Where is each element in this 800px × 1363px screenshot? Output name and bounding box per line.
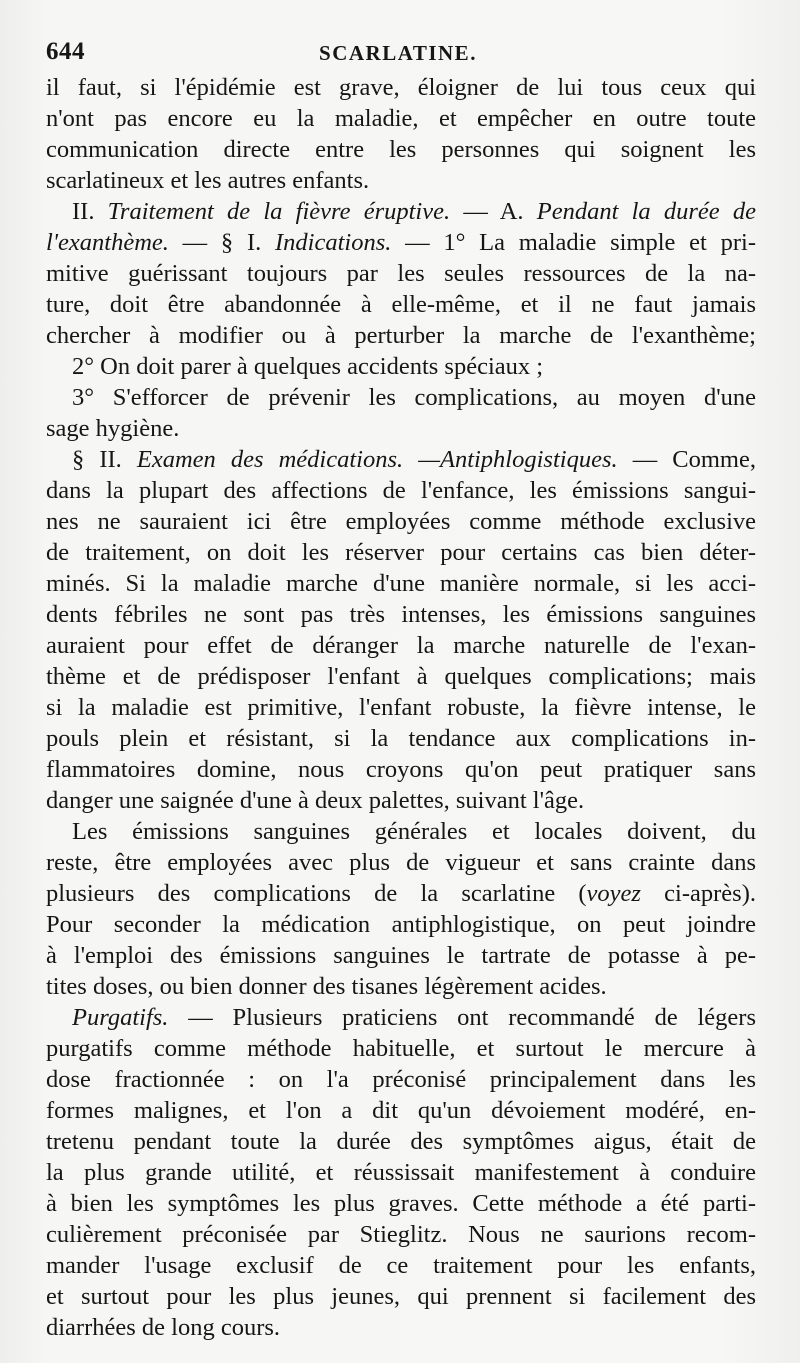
italic-text: l'exanthème. xyxy=(46,229,169,256)
text-line: auraient pour effet de déranger la marche naturelle de l'exan- xyxy=(46,632,756,659)
page-header xyxy=(46,38,750,72)
text-line: nes ne sauraient ici être employées comme méthode exclusive xyxy=(46,508,756,535)
text-line: diarrhées de long cours. xyxy=(46,1314,281,1341)
text-line: n'ont pas encore eu la maladie, et empêcher en outre toute xyxy=(46,105,756,132)
text-segment: — Comme, xyxy=(617,446,756,473)
text-segment: II. xyxy=(72,198,108,225)
text-line: il faut, si l'épidémie est grave, éloigner de lui tous ceux qui xyxy=(46,74,756,101)
text-segment: — Plusieurs praticiens ont recommandé de légers xyxy=(168,1004,756,1031)
italic-text: Traitement de la fièvre éruptive. xyxy=(107,198,451,225)
text-line xyxy=(46,444,756,475)
text-segment: plusieurs des complications de la scarlatine ( xyxy=(46,880,587,907)
text-line: la plus grande utilité, et réussissait manifestement à conduire xyxy=(46,1159,756,1186)
text-line: culièrement préconisée par Stieglitz. Nous ne saurions recom- xyxy=(46,1221,756,1248)
text-segment: — A. xyxy=(450,198,537,225)
text-line xyxy=(46,227,756,258)
text-line: et surtout pour les plus jeunes, qui prennent si facilement des xyxy=(46,1283,756,1310)
text-line: chercher à modifier ou à perturber la marche de l'exanthème; xyxy=(46,322,756,349)
text-line: ture, doit être abandonnée à elle-même, et il ne faut jamais xyxy=(46,291,756,318)
text-line: communication directe entre les personnes qui soignent les xyxy=(46,136,756,163)
text-line: à l'emploi des émissions sanguines le tartrate de potasse à pe- xyxy=(46,942,756,969)
text-segment: — 1° La maladie simple et pri- xyxy=(391,229,756,256)
text-line: thème et de prédisposer l'enfant à quelques complications; mais xyxy=(46,663,756,690)
text-line: purgatifs comme méthode habituelle, et surtout le mercure à xyxy=(46,1035,756,1062)
text-line: dose fractionnée : on l'a préconisé principalement dans les xyxy=(46,1066,756,1093)
text-line: tites doses, ou bien donner des tisanes légèrement acides. xyxy=(46,973,607,1000)
text-line: pouls plein et résistant, si la tendance aux complications in- xyxy=(46,725,756,752)
running-title: SCARLATINE. xyxy=(319,41,477,65)
text-line: formes malignes, et l'on a dit qu'un dévoiement modéré, en- xyxy=(46,1097,756,1124)
text-line: flammatoires domine, nous croyons qu'on peut pratiquer sans xyxy=(46,756,756,783)
text-line: reste, être employées avec plus de vigueur et sans crainte dans xyxy=(46,849,756,876)
italic-text: Indications. xyxy=(274,229,392,256)
text-segment: § II. xyxy=(72,446,137,473)
page-number: 644 xyxy=(46,38,85,65)
italic-text: voyez xyxy=(586,880,641,907)
text-line: dans la plupart des affections de l'enfance, les émissions sangui- xyxy=(46,477,756,504)
text-line: tretenu pendant toute la durée des symptômes aigus, était de xyxy=(46,1128,756,1155)
text-line xyxy=(46,1002,756,1033)
text-line: si la maladie est primitive, l'enfant robuste, la fièvre intense, le xyxy=(46,694,756,721)
text-line: sage hygiène. xyxy=(46,415,180,442)
text-line: à bien les symptômes les plus graves. Cette méthode a été parti- xyxy=(46,1190,756,1217)
text-line: 3° S'efforcer de prévenir les complications, au moyen d'une xyxy=(72,384,756,411)
italic-text: Examen des médications. —Antiphlogistiques. xyxy=(136,446,618,473)
italic-text: Purgatifs. xyxy=(72,1004,169,1031)
text-line: Pour seconder la médication antiphlogistique, on peut joindre xyxy=(46,911,756,938)
text-line: de traitement, on doit les réserver pour certains cas bien déter- xyxy=(46,539,756,566)
text-line: Les émissions sanguines générales et locales doivent, du xyxy=(72,818,756,845)
text-line: dents fébriles ne sont pas très intenses, les émissions sanguines xyxy=(46,601,756,628)
text-line xyxy=(46,878,756,909)
text-segment: ci-après). xyxy=(640,880,756,907)
text-line xyxy=(46,196,756,227)
text-line: danger une saignée d'une à deux palettes, suivant l'âge. xyxy=(46,787,585,814)
text-line: 2° On doit parer à quelques accidents spéciaux ; xyxy=(72,353,544,380)
text-segment: — § I. xyxy=(168,229,275,256)
text-line: minés. Si la maladie marche d'une manière normale, si les acci- xyxy=(46,570,756,597)
text-line: mander l'usage exclusif de ce traitement pour les enfants, xyxy=(46,1252,756,1279)
body-text xyxy=(46,72,756,1343)
italic-text: Pendant la durée de xyxy=(536,198,756,225)
text-line: mitive guérissant toujours par les seules ressources de la na- xyxy=(46,260,756,287)
text-line: scarlatineux et les autres enfants. xyxy=(46,167,370,194)
